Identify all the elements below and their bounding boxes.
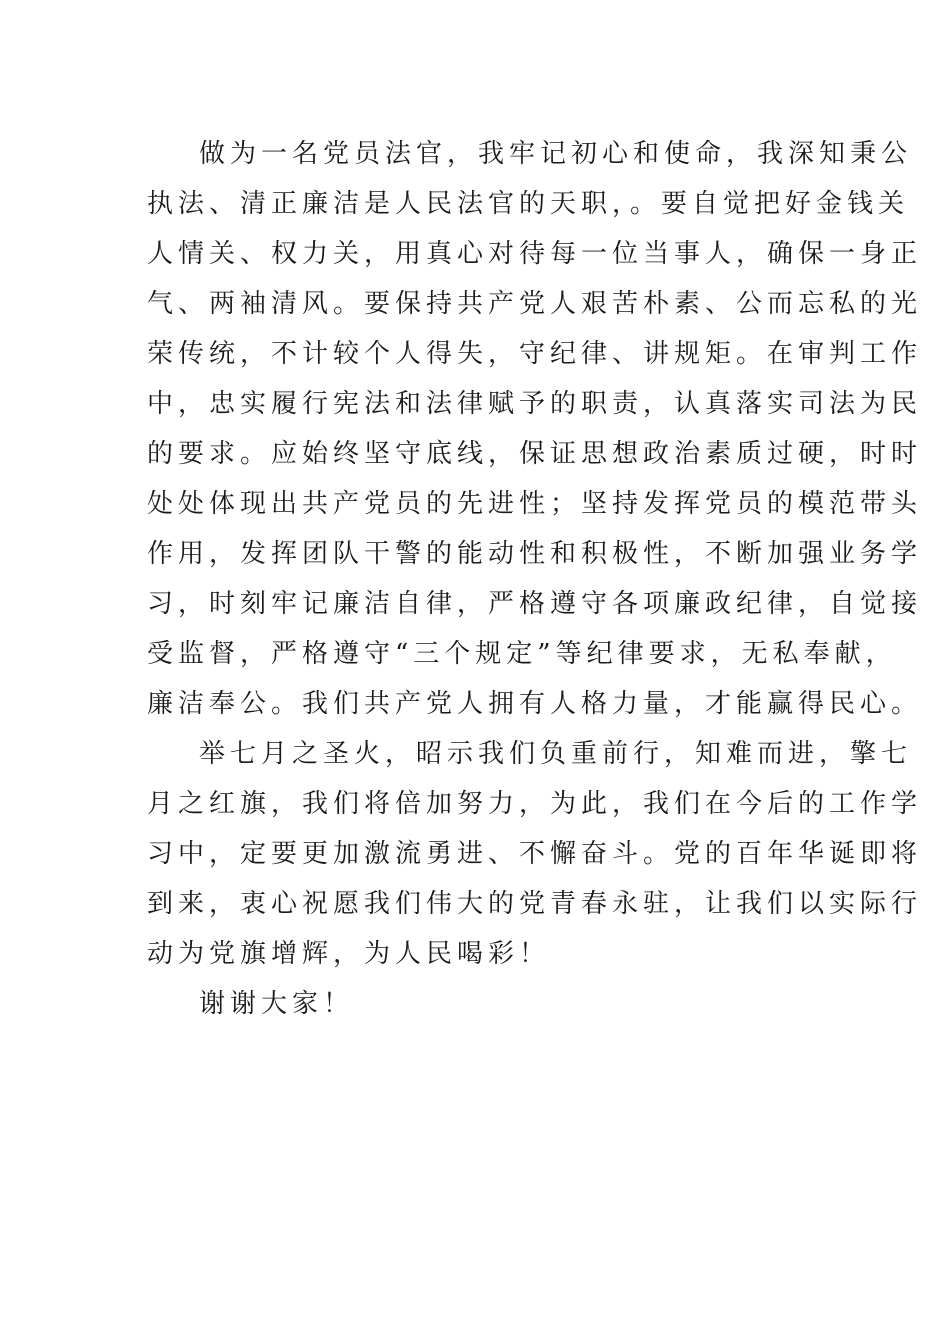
paragraph-line: 作用，发挥团队干警的能动性和积极性，不断加强业务学 <box>147 539 923 569</box>
paragraph-line: 举七月之圣火，昭示我们负重前行，知难而进，擎七 <box>199 739 913 769</box>
paragraph-line: 执法、清正廉洁是人民法官的天职，。要自觉把好金钱关 <box>147 189 910 219</box>
paragraph-line: 气、两袖清风。要保持共产党人艰苦朴素、公而忘私的光 <box>147 289 923 319</box>
paragraph-line: 廉洁奉公。我们共产党人拥有人格力量，才能赢得民心。 <box>147 689 923 719</box>
paragraph-line: 处处体现出共产党员的先进性；坚持发挥党员的模范带头 <box>147 489 923 519</box>
paragraph-1 <box>147 129 923 729</box>
paragraph-line: 习，时刻牢记廉洁自律，严格遵守各项廉政纪律，自觉接 <box>147 589 923 619</box>
paragraph-line: 到来，衷心祝愿我们伟大的党青春永驻，让我们以实际行 <box>147 889 923 919</box>
document-body <box>147 129 923 1029</box>
paragraph-line: 月之红旗，我们将倍加努力，为此，我们在今后的工作学 <box>147 789 923 819</box>
paragraph-line: 的要求。应始终坚守底线，保证思想政治素质过硬，时时 <box>147 439 923 469</box>
paragraph-line: 动为党旗增辉，为人民喝彩！ <box>147 939 551 969</box>
closing-paragraph <box>147 979 807 1029</box>
paragraph-line: 中，忠实履行宪法和法律赋予的职责，认真落实司法为民 <box>147 389 923 419</box>
paragraph-line: 习中，定要更加激流勇进、不懈奋斗。党的百年华诞即将 <box>147 839 923 869</box>
paragraph-line: 做为一名党员法官，我牢记初心和使命，我深知秉公 <box>199 139 913 169</box>
paragraph-line: 受监督，严格遵守“三个规定”等纪律要求，无私奉献， <box>147 639 897 669</box>
paragraph-2 <box>147 729 923 979</box>
paragraph-line: 人情关、权力关，用真心对待每一位当事人，确保一身正 <box>147 239 923 269</box>
closing-line: 谢谢大家！ <box>199 989 355 1019</box>
paragraph-line: 荣传统，不计较个人得失，守纪律、讲规矩。在审判工作 <box>147 339 923 369</box>
